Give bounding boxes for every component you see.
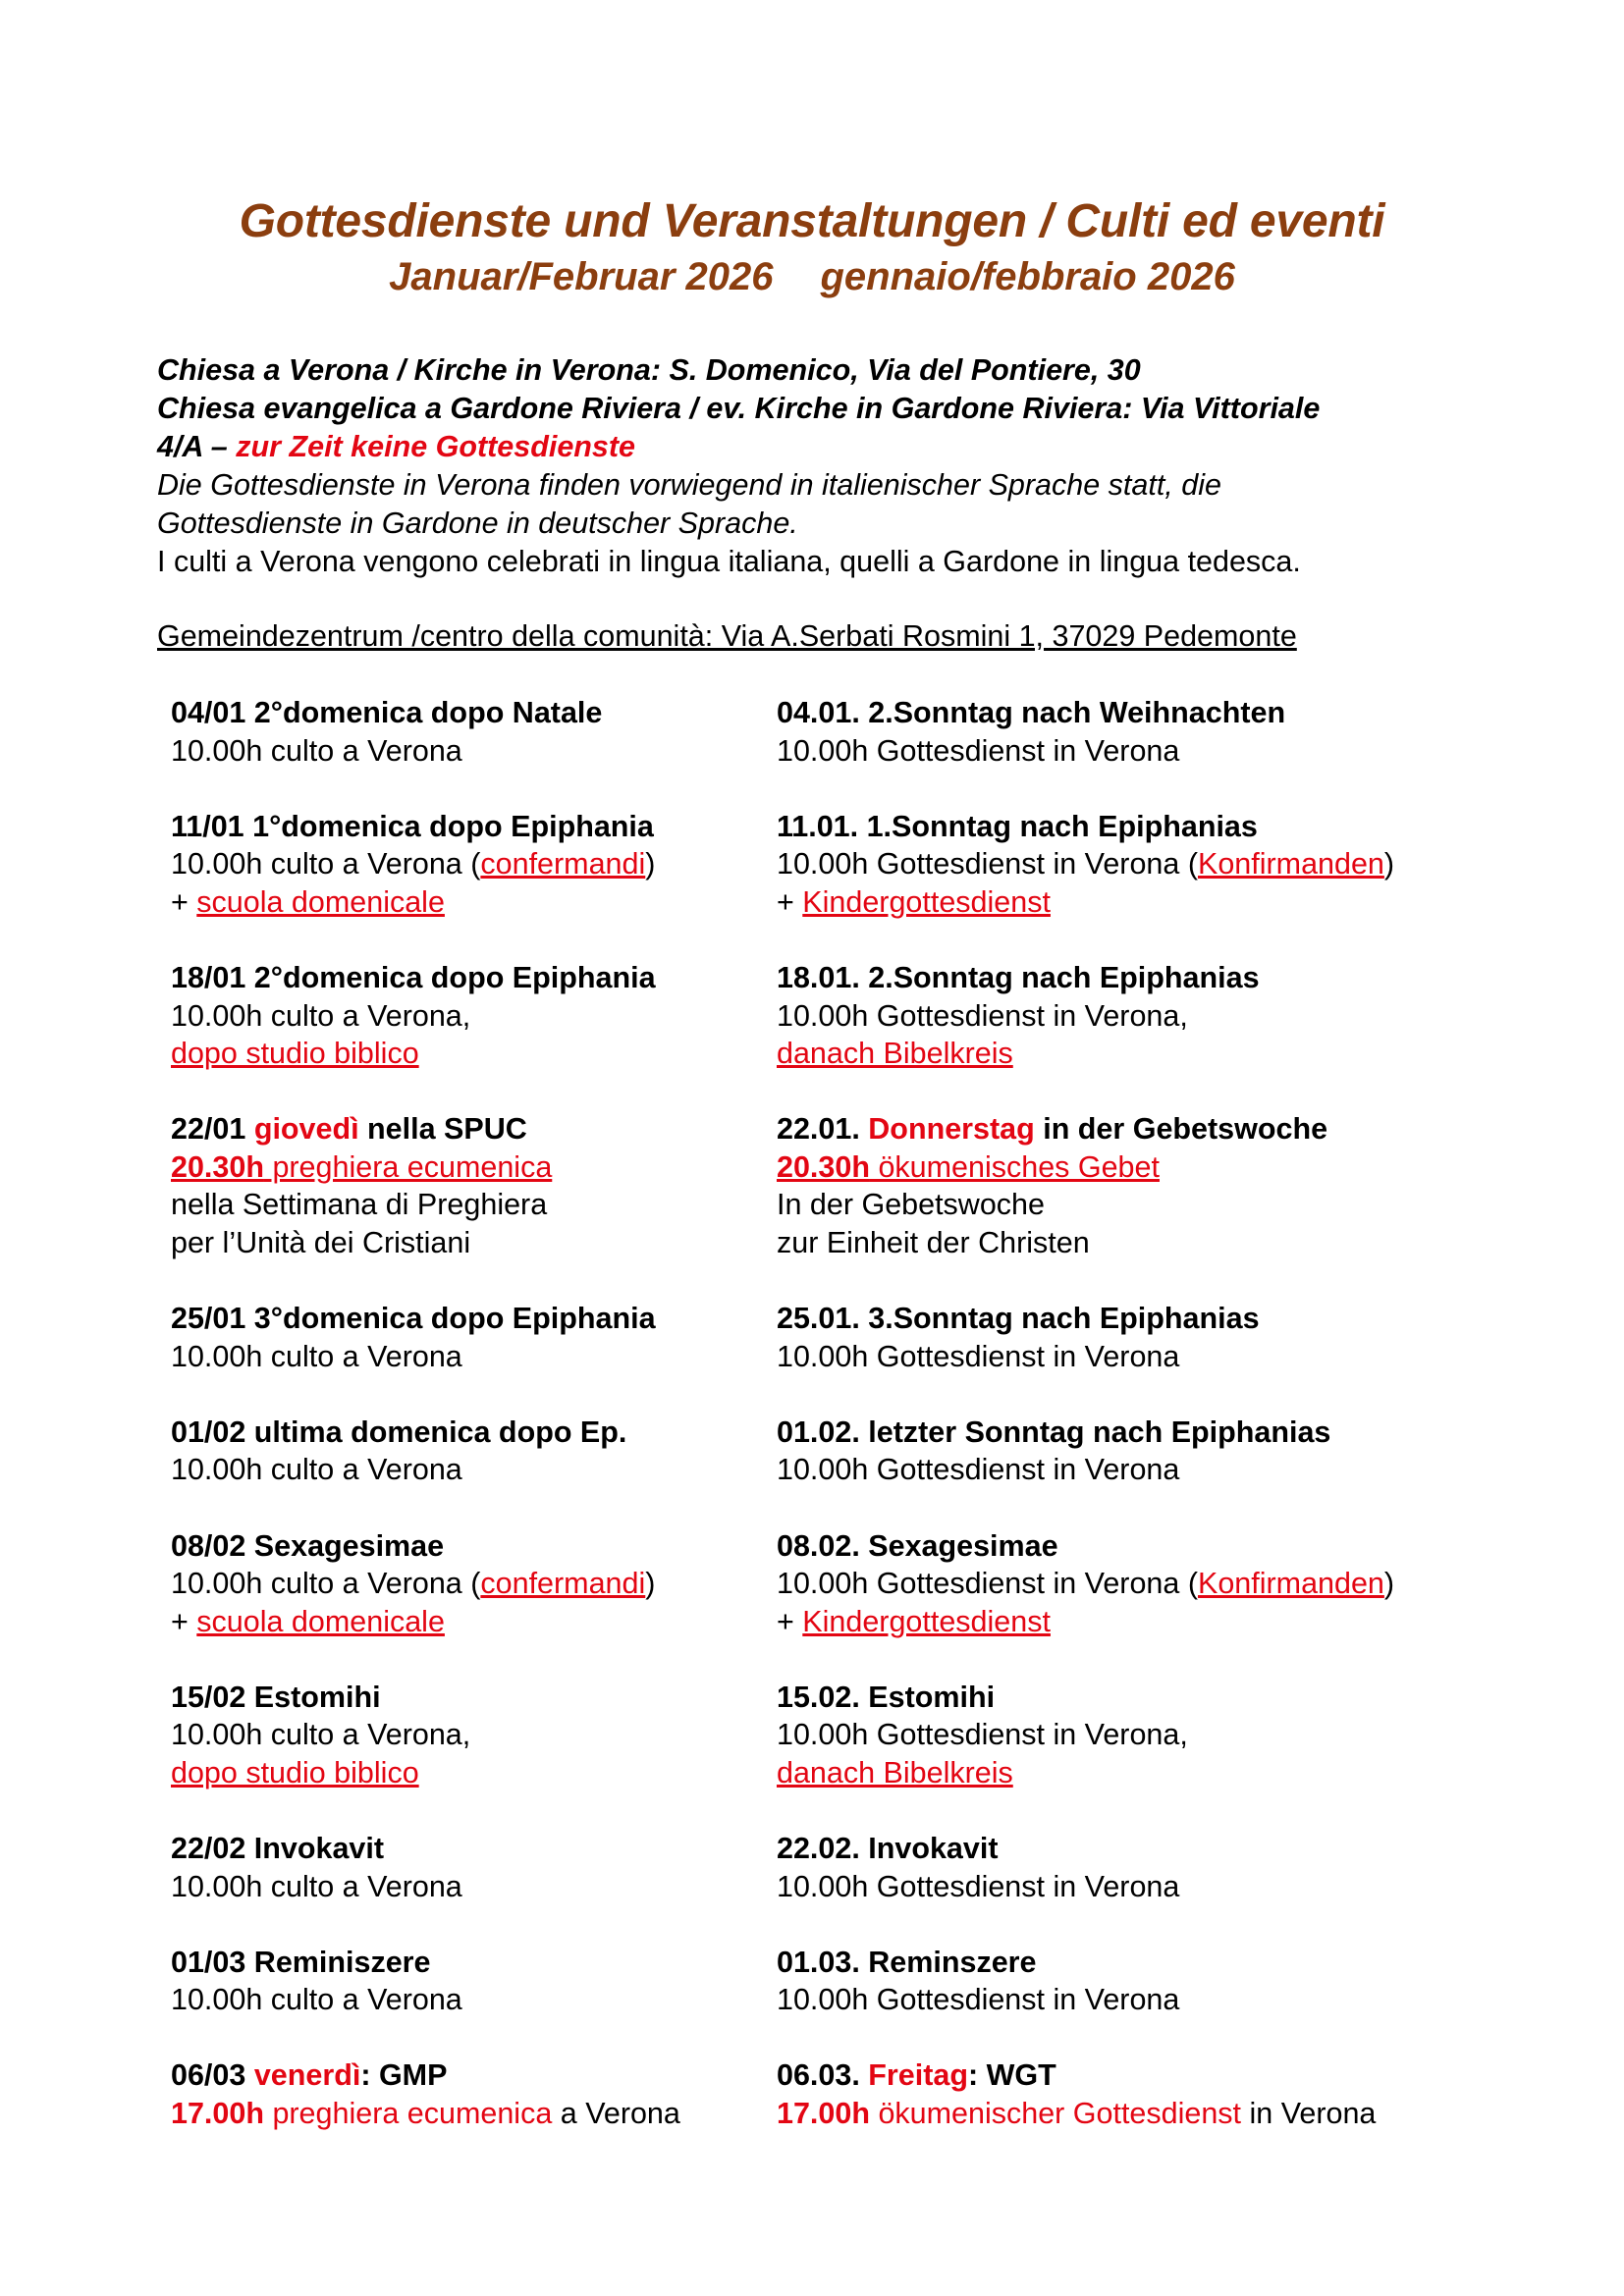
event-german xyxy=(777,1944,1562,2019)
bible-study-link[interactable]: dopo studio biblico xyxy=(171,1755,419,1789)
event-heading: 22.02. Invokavit xyxy=(777,1832,999,1866)
event-heading xyxy=(171,1110,777,1148)
event-row xyxy=(171,2056,1565,2132)
event-german xyxy=(777,1110,1562,1261)
document-subtitle xyxy=(0,251,1624,302)
event-german xyxy=(777,1300,1562,1375)
address-suffix: 4/A – xyxy=(157,430,237,463)
event-heading xyxy=(777,2056,1562,2095)
language-note-de-2: Gottesdienste in Gardone in deutscher Sprache. xyxy=(157,507,798,540)
event-row xyxy=(171,959,1565,1073)
event-description: zur Einheit der Christen xyxy=(777,1226,1090,1260)
location-verona: Chiesa a Verona / Kirche in Verona: S. Domenico, Via del Pontiere, 30 xyxy=(157,353,1141,387)
event-service xyxy=(777,2095,1562,2133)
event-heading: 01.03. Reminszere xyxy=(777,1945,1037,1979)
event-weekday: Donnerstag xyxy=(868,1112,1035,1147)
event-heading xyxy=(171,2056,777,2095)
event-german xyxy=(777,1830,1562,1905)
event-service xyxy=(171,845,777,883)
sunday-school-link[interactable]: scuola domenicale xyxy=(196,1604,445,1638)
church-locations xyxy=(157,351,1492,581)
event-description: In der Gebetswoche xyxy=(777,1188,1045,1222)
event-row xyxy=(171,1527,1565,1641)
event-heading: 04/01 2°domenica dopo Natale xyxy=(171,696,603,729)
event-service xyxy=(171,2095,777,2133)
event-heading-rest: : WGT xyxy=(967,2058,1056,2093)
event-heading: 08.02. Sexagesimae xyxy=(777,1528,1058,1563)
event-place: a Verona xyxy=(552,2097,680,2131)
event-heading-rest: in der Gebetswoche xyxy=(1034,1112,1328,1147)
event-italian xyxy=(171,1110,777,1261)
event-german xyxy=(777,959,1562,1073)
service-text: 10.00h Gottesdienst in Verona ( xyxy=(777,847,1198,881)
event-weekday: Freitag xyxy=(868,2058,968,2093)
event-italian xyxy=(171,1414,777,1489)
event-service: 10.00h culto a Verona xyxy=(171,1339,462,1373)
event-date: 06.03. xyxy=(777,2058,869,2093)
event-service: 10.00h Gottesdienst in Verona, xyxy=(777,1718,1188,1752)
event-description: nella Settimana di Preghiera xyxy=(171,1188,548,1222)
event-service: 10.00h culto a Verona xyxy=(171,1983,462,2017)
service-text: 10.00h Gottesdienst in Verona ( xyxy=(777,1567,1198,1601)
event-service: 10.00h culto a Verona xyxy=(171,1453,462,1487)
plus-sign: + xyxy=(171,884,197,919)
event-italian xyxy=(171,1679,777,1792)
event-description: per l’Unità dei Cristiani xyxy=(171,1226,471,1260)
no-services-notice: zur Zeit keine Gottesdienste xyxy=(236,430,636,463)
event-extra xyxy=(777,883,1562,922)
event-heading: 15.02. Estomihi xyxy=(777,1680,996,1714)
event-german xyxy=(777,2056,1562,2132)
event-heading: 01/02 ultima domenica dopo Ep. xyxy=(171,1415,627,1449)
event-italian xyxy=(171,959,777,1073)
event-heading: 25/01 3°domenica dopo Epiphania xyxy=(171,1302,656,1336)
subtitle-de: Januar/Februar 2026 xyxy=(389,255,774,298)
event-service: 10.00h Gottesdienst in Verona xyxy=(777,1339,1180,1373)
event-row xyxy=(171,694,1565,770)
event-service: 10.00h Gottesdienst in Verona xyxy=(777,1869,1180,1903)
bible-study-link[interactable]: dopo studio biblico xyxy=(171,1037,419,1071)
plus-sign: + xyxy=(171,1604,197,1638)
event-time: 20.30h xyxy=(777,1149,870,1184)
service-text-end: ) xyxy=(645,847,656,881)
event-german xyxy=(777,694,1562,770)
event-heading-rest: nella SPUC xyxy=(358,1112,527,1147)
event-date: 06/03 xyxy=(171,2058,254,2093)
event-service: 10.00h Gottesdienst in Verona xyxy=(777,733,1180,768)
event-italian xyxy=(171,2056,777,2132)
event-title: ökumenischer Gottesdienst xyxy=(869,2097,1242,2131)
document-header xyxy=(0,192,1624,302)
ecumenical-prayer-link[interactable] xyxy=(777,1148,1562,1187)
event-service: 10.00h culto a Verona xyxy=(171,733,462,768)
event-row xyxy=(171,1300,1565,1375)
event-row xyxy=(171,1414,1565,1489)
location-gardone: Chiesa evangelica a Gardone Riviera / ev. Kirche in Gardone Riviera: Via Vittoriale xyxy=(157,392,1321,425)
event-title: preghiera ecumenica xyxy=(263,2097,553,2131)
ecumenical-prayer-link[interactable] xyxy=(171,1148,777,1187)
event-heading: 18/01 2°domenica dopo Epiphania xyxy=(171,960,656,994)
event-row xyxy=(171,1944,1565,2019)
event-extra xyxy=(777,1603,1562,1641)
event-title: ökumenisches Gebet xyxy=(869,1149,1160,1184)
event-heading: 11/01 1°domenica dopo Epiphania xyxy=(171,809,654,843)
subtitle-it: gennaio/febbraio 2026 xyxy=(820,255,1235,298)
event-german xyxy=(777,1414,1562,1489)
event-heading: 11.01. 1.Sonntag nach Epiphanias xyxy=(777,809,1258,843)
event-heading: 01/03 Reminiszere xyxy=(171,1945,431,1979)
community-center-address: Gemeindezentrum /centro della comunità: Via A.Serbati Rosmini 1, 37029 Pedemonte xyxy=(157,619,1297,653)
event-heading: 01.02. letzter Sonntag nach Epiphanias xyxy=(777,1415,1331,1449)
event-date: 22/01 xyxy=(171,1112,254,1147)
event-service xyxy=(171,1565,777,1603)
event-italian xyxy=(171,694,777,770)
service-text-end: ) xyxy=(1383,847,1395,881)
event-weekday: venerdì xyxy=(253,2058,361,2093)
service-text: 10.00h culto a Verona ( xyxy=(171,847,481,881)
event-german xyxy=(777,808,1562,922)
confirmands-link[interactable]: confermandi xyxy=(480,847,646,881)
event-heading-rest: : GMP xyxy=(360,2058,448,2093)
event-weekday: giovedì xyxy=(253,1112,359,1147)
event-extra xyxy=(171,883,777,922)
confirmands-link[interactable]: Konfirmanden xyxy=(1197,1567,1384,1601)
location-gardone-cont xyxy=(157,428,1492,466)
event-row xyxy=(171,1830,1565,1905)
event-service: 10.00h Gottesdienst in Verona xyxy=(777,1453,1180,1487)
service-text: 10.00h culto a Verona ( xyxy=(171,1567,481,1601)
bible-study-link[interactable]: danach Bibelkreis xyxy=(777,1755,1013,1789)
service-text-end: ) xyxy=(1383,1567,1395,1601)
event-italian xyxy=(171,1527,777,1641)
event-heading: 08/02 Sexagesimae xyxy=(171,1528,445,1563)
confirmands-link[interactable]: confermandi xyxy=(480,1567,646,1601)
event-extra xyxy=(171,1603,777,1641)
event-italian xyxy=(171,1300,777,1375)
event-service xyxy=(777,1565,1562,1603)
event-service: 10.00h Gottesdienst in Verona xyxy=(777,1983,1180,2017)
event-date: 22.01. xyxy=(777,1112,869,1147)
sunday-school-link[interactable]: Kindergottesdienst xyxy=(802,884,1051,919)
event-italian xyxy=(171,1944,777,2019)
language-note-it: I culti a Verona vengono celebrati in lingua italiana, quelli a Gardone in lingua tedesca. xyxy=(157,545,1301,578)
event-heading: 22/02 Invokavit xyxy=(171,1832,385,1866)
event-service: 10.00h culto a Verona, xyxy=(171,998,471,1033)
sunday-school-link[interactable]: scuola domenicale xyxy=(196,884,445,919)
event-heading: 25.01. 3.Sonntag nach Epiphanias xyxy=(777,1302,1260,1336)
event-heading xyxy=(777,1110,1562,1148)
plus-sign: + xyxy=(777,884,803,919)
document-title: Gottesdienste und Veranstaltungen / Culti ed eventi xyxy=(239,195,1385,247)
event-time: 17.00h xyxy=(777,2097,870,2131)
confirmands-link[interactable]: Konfirmanden xyxy=(1197,847,1384,881)
event-place: in Verona xyxy=(1241,2097,1377,2131)
event-heading: 04.01. 2.Sonntag nach Weihnachten xyxy=(777,696,1286,729)
event-german xyxy=(777,1679,1562,1792)
event-row xyxy=(171,1110,1565,1261)
event-heading: 18.01. 2.Sonntag nach Epiphanias xyxy=(777,960,1260,994)
event-row xyxy=(171,808,1565,922)
event-service xyxy=(777,845,1562,883)
event-row xyxy=(171,1679,1565,1792)
event-service: 10.00h culto a Verona, xyxy=(171,1718,471,1752)
event-german xyxy=(777,1527,1562,1641)
event-heading: 15/02 Estomihi xyxy=(171,1680,381,1714)
plus-sign: + xyxy=(777,1604,803,1638)
sunday-school-link[interactable]: Kindergottesdienst xyxy=(802,1604,1051,1638)
event-italian xyxy=(171,808,777,922)
service-text-end: ) xyxy=(645,1567,656,1601)
language-note-de-1: Die Gottesdienste in Verona finden vorwiegend in italienischer Sprache statt, die xyxy=(157,468,1221,502)
event-service: 10.00h culto a Verona xyxy=(171,1869,462,1903)
event-time: 20.30h xyxy=(171,1149,264,1184)
event-time: 17.00h xyxy=(171,2097,264,2131)
event-italian xyxy=(171,1830,777,1905)
event-service: 10.00h Gottesdienst in Verona, xyxy=(777,998,1188,1033)
event-schedule xyxy=(171,694,1565,2170)
bible-study-link[interactable]: danach Bibelkreis xyxy=(777,1037,1013,1071)
event-title: preghiera ecumenica xyxy=(263,1149,553,1184)
